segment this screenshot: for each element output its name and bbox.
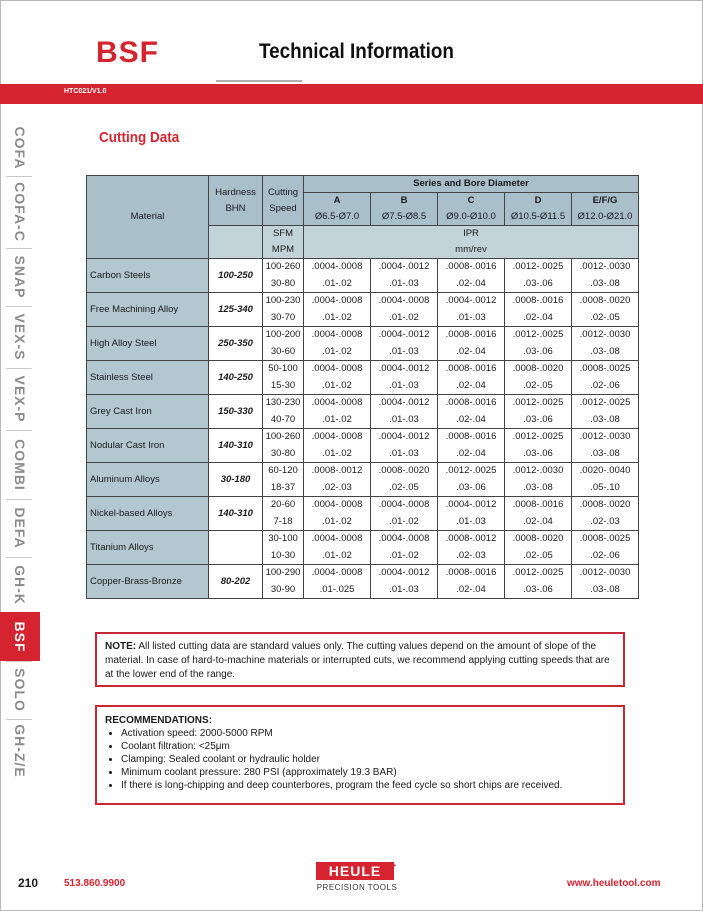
- plus-icon: +: [388, 857, 397, 873]
- logo-subtitle: PRECISION TOOLS: [316, 883, 398, 892]
- side-tab-gh-k[interactable]: [0, 557, 40, 612]
- side-tab-solo[interactable]: [0, 661, 40, 719]
- feed-cell: .0008-.0016 .02-.04: [438, 395, 505, 429]
- table-row: [87, 463, 639, 497]
- feed-cell: .0008-.0020 .02-.05: [572, 293, 639, 327]
- feed-cell: .0008-.0020 .02-.05: [505, 531, 572, 565]
- feed-cell: .0004-.0012 .01-.03: [371, 429, 438, 463]
- list-item: • Activation speed: 2000-5000 RPM: [121, 727, 615, 740]
- logo-wordmark: HEULE: [316, 862, 394, 880]
- material-cell: Nickel-based Alloys: [87, 497, 209, 531]
- side-tab-label: DEFA: [12, 507, 28, 549]
- material-cell: Grey Cast Iron: [87, 395, 209, 429]
- feed-cell: .0004-.0008 .01-.02: [304, 395, 371, 429]
- feed-cell: .0004-.0008 .01-.025: [304, 565, 371, 599]
- cutting-data-table: [86, 175, 639, 599]
- feed-cell: .0012-.0025 .03-.06: [505, 327, 572, 361]
- cutting-speed-cell: 130-230 40-70: [263, 395, 304, 429]
- feed-cell: .0008-.0016 .02-.04: [505, 293, 572, 327]
- feed-cell: .0004-.0012 .01-.03: [371, 327, 438, 361]
- header-cutting-speed: Cutting Speed: [263, 176, 304, 226]
- feed-cell: .0008-.0016 .02-.04: [438, 429, 505, 463]
- feed-cell: .0004-.0008 .01-.02: [304, 429, 371, 463]
- feed-cell: .0004-.0008 .01-.02: [371, 293, 438, 327]
- feed-cell: .0012-.0025 .03-.06: [505, 395, 572, 429]
- side-tab-label: BSF: [12, 621, 28, 652]
- cutting-speed-cell: 50-100 15-30: [263, 361, 304, 395]
- side-tab-label: VEX-P: [12, 375, 28, 423]
- side-tab-cofa[interactable]: [0, 120, 40, 176]
- header-series-efg: E/F/G Ø12.0-Ø21.0: [572, 193, 639, 226]
- feed-cell: .0008-.0016 .02-.04: [438, 361, 505, 395]
- side-tab-defa[interactable]: [0, 499, 40, 557]
- heule-logo: [316, 857, 398, 898]
- feed-cell: .0008-.0025 .02-.06: [572, 531, 639, 565]
- table-row: [87, 497, 639, 531]
- side-tab-label: SOLO: [12, 668, 28, 712]
- feed-cell: .0008-.0016 .02-.04: [505, 497, 572, 531]
- table-row: [87, 259, 639, 293]
- feed-cell: .0004-.0012 .01-.03: [438, 293, 505, 327]
- cutting-speed-cell: 100-290 30-90: [263, 565, 304, 599]
- feed-cell: .0008-.0016 .02-.04: [438, 259, 505, 293]
- material-cell: Stainless Steel: [87, 361, 209, 395]
- table-row: [87, 361, 639, 395]
- side-tab-snap[interactable]: [0, 248, 40, 306]
- side-tab-label: COMBI: [12, 438, 28, 491]
- feed-cell: .0020-.0040 .05-.10: [572, 463, 639, 497]
- hardness-cell: 30-180: [209, 463, 263, 497]
- feed-cell: .0004-.0008 .01-.02: [304, 497, 371, 531]
- side-tab-label: SNAP: [12, 255, 28, 299]
- header-hardness-blank: [209, 226, 263, 259]
- header-series-a: A Ø6.5-Ø7.0: [304, 193, 371, 226]
- website-link[interactable]: www.heuletool.com: [567, 878, 661, 889]
- cutting-speed-cell: 30-100 10-30: [263, 531, 304, 565]
- header-material: Material: [87, 176, 209, 259]
- cutting-speed-cell: 100-200 30-60: [263, 327, 304, 361]
- hardness-cell: 125-340: [209, 293, 263, 327]
- feed-cell: .0012-.0025 .03-.06: [438, 463, 505, 497]
- header-ipr: IPR mm/rev: [304, 226, 639, 259]
- hardness-cell: 100-250: [209, 259, 263, 293]
- side-tab-label: GH-Z/E: [12, 724, 28, 778]
- side-tab-label: VEX-S: [12, 313, 28, 361]
- header-series-d: D Ø10.5-Ø11.5: [505, 193, 572, 226]
- table-row: [87, 327, 639, 361]
- note-label: NOTE:: [105, 641, 137, 652]
- feed-cell: .0008-.0012 .02-.03: [438, 531, 505, 565]
- feed-cell: .0004-.0008 .01-.02: [304, 259, 371, 293]
- list-item: • If there is long-chipping and deep counterbores, program the feed cycle so short chips are received.: [121, 779, 615, 792]
- header-series: Series and Bore Diameter: [304, 176, 639, 193]
- feed-cell: .0008-.0012 .02-.03: [304, 463, 371, 497]
- hardness-cell: 150-330: [209, 395, 263, 429]
- list-item: • Clamping: Sealed coolant or hydraulic holder: [121, 753, 615, 766]
- cutting-speed-cell: 60-120 18-37: [263, 463, 304, 497]
- feed-cell: .0004-.0012 .01-.03: [371, 395, 438, 429]
- table-row: [87, 565, 639, 599]
- feed-cell: .0012-.0030 .03-.08: [572, 327, 639, 361]
- material-cell: Nodular Cast Iron: [87, 429, 209, 463]
- hardness-cell: 80-202: [209, 565, 263, 599]
- title-underline: [216, 80, 302, 82]
- side-tab-label: GH-K: [12, 564, 28, 605]
- cutting-speed-cell: 100-260 30-80: [263, 429, 304, 463]
- page-number: 210: [18, 876, 39, 890]
- phone-number: 513.860.9900: [64, 878, 126, 889]
- list-item: • Coolant filtration: <25μm: [121, 740, 615, 753]
- material-cell: Carbon Steels: [87, 259, 209, 293]
- section-title: Cutting Data: [99, 129, 180, 146]
- table-row: [87, 429, 639, 463]
- feed-cell: .0008-.0016 .02-.04: [438, 327, 505, 361]
- header-series-b: B Ø7.5-Ø8.5: [371, 193, 438, 226]
- side-tab-label: COFA: [12, 126, 28, 170]
- feed-cell: .0004-.0008 .01-.02: [304, 361, 371, 395]
- feed-cell: .0008-.0016 .02-.04: [438, 565, 505, 599]
- side-tab-vex-p[interactable]: [0, 368, 40, 430]
- feed-cell: .0012-.0025 .03-.06: [505, 429, 572, 463]
- header-series-c: C Ø9.0-Ø10.0: [438, 193, 505, 226]
- table-row: [87, 531, 639, 565]
- feed-cell: .0004-.0008 .01-.02: [304, 531, 371, 565]
- note-text: All listed cutting data are standard values only. The cutting values depend on the amount of slope of the material. In case of hard-to-machine materials or interrupted cuts, we recommend applying cutting speeds that are at the lower end of the range.: [105, 641, 610, 680]
- feed-cell: .0004-.0012 .01-.03: [371, 361, 438, 395]
- feed-cell: .0004-.0008 .01-.02: [371, 531, 438, 565]
- feed-cell: .0012-.0025 .03-.06: [505, 259, 572, 293]
- feed-cell: .0004-.0008 .01-.02: [304, 293, 371, 327]
- document-code: HTC021/V1.0: [64, 88, 107, 95]
- recommendations-title: RECOMMENDATIONS:: [105, 715, 213, 726]
- header-hardness: Hardness BHN: [209, 176, 263, 226]
- side-tab-gh-z-e[interactable]: [0, 719, 40, 783]
- feed-cell: .0012-.0025 .03-.06: [505, 565, 572, 599]
- feed-cell: .0004-.0012 .01-.03: [438, 497, 505, 531]
- brand-logo-text: BSF: [96, 36, 159, 69]
- cutting-speed-cell: 100-230 30-70: [263, 293, 304, 327]
- hardness-cell: 140-250: [209, 361, 263, 395]
- recommendations-list: [105, 727, 615, 792]
- feed-cell: .0008-.0025 .02-.06: [572, 361, 639, 395]
- hardness-cell: 140-310: [209, 497, 263, 531]
- material-cell: High Alloy Steel: [87, 327, 209, 361]
- recommendations-box: [95, 705, 625, 805]
- feed-cell: .0008-.0020 .02-.03: [572, 497, 639, 531]
- table-row: [87, 293, 639, 327]
- feed-cell: .0004-.0008 .01-.02: [371, 497, 438, 531]
- side-tab-label: COFA-C: [12, 182, 28, 242]
- hardness-cell: 250-350: [209, 327, 263, 361]
- hardness-cell: [209, 531, 263, 565]
- side-tab-combi[interactable]: [0, 430, 40, 499]
- feed-cell: .0012-.0030 .03-.08: [505, 463, 572, 497]
- page-title: Technical Information: [259, 40, 454, 63]
- material-cell: Free Machining Alloy: [87, 293, 209, 327]
- material-cell: Copper-Brass-Bronze: [87, 565, 209, 599]
- hardness-cell: 140-310: [209, 429, 263, 463]
- feed-cell: .0012-.0030 .03-.08: [572, 259, 639, 293]
- table-row: [87, 395, 639, 429]
- cutting-speed-cell: 100-260 30-80: [263, 259, 304, 293]
- note-box: [95, 632, 625, 687]
- cutting-speed-cell: 20-60 7-18: [263, 497, 304, 531]
- feed-cell: .0004-.0008 .01-.02: [304, 327, 371, 361]
- header-sfm-mpm: SFM MPM: [263, 226, 304, 259]
- side-tab-bsf[interactable]: [0, 612, 40, 661]
- feed-cell: .0012-.0025 .03-.08: [572, 395, 639, 429]
- feed-cell: .0004-.0012 .01-.03: [371, 259, 438, 293]
- feed-cell: .0012-.0030 .03-.08: [572, 429, 639, 463]
- list-item: • Minimum coolant pressure: 280 PSI (approximately 19.3 BAR): [121, 766, 615, 779]
- feed-cell: .0008-.0020 .02-.05: [371, 463, 438, 497]
- material-cell: Aluminum Alloys: [87, 463, 209, 497]
- feed-cell: .0004-.0012 .01-.03: [371, 565, 438, 599]
- feed-cell: .0008-.0020 .02-.05: [505, 361, 572, 395]
- side-tab-vex-s[interactable]: [0, 306, 40, 368]
- side-tab-cofa-c[interactable]: [0, 176, 40, 248]
- feed-cell: .0012-.0030 .03-.08: [572, 565, 639, 599]
- material-cell: Titanium Alloys: [87, 531, 209, 565]
